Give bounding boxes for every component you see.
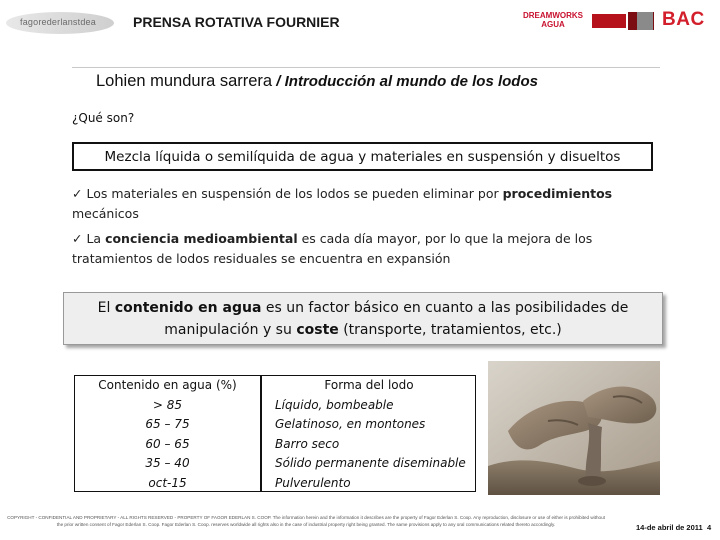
bac-logo: BAC (662, 9, 705, 30)
slide-title (96, 72, 538, 91)
table-cell-water: 35 – 40 (145, 456, 190, 470)
bullet-item (72, 229, 652, 269)
bullet-text: es cada día mayor, por lo que la mejora de los tratamientos de lodos residuales se encuentra en expansión (72, 231, 593, 266)
table-row (75, 415, 475, 435)
bullet-text: mecánicos (72, 206, 139, 221)
footer-date: 14-de abril de 2011 (636, 523, 703, 532)
page-number: 4 (707, 523, 712, 532)
highlight-bold: coste (296, 322, 339, 338)
table-cell-form: Gelatinoso, en montones (275, 417, 426, 431)
mud-hands-photo (488, 361, 660, 495)
dreamworks-label: DREAMWORKS AGUA (523, 11, 583, 29)
table-header-row (75, 376, 475, 396)
highlight-text: es un factor básico en cuanto a las posibilidades de manipulación y su (164, 300, 629, 338)
bullet-text: La (82, 231, 106, 246)
table-row (75, 396, 475, 416)
copyright-footer: COPYRIGHT - CONFIDENTIAL AND PROPRIETARY - ALL RIGHTS RESERVED - PROPERTY OF FAGOR EDERLAN S. COOP. The information herein and the information it describes are the property of Fagor Ederlan S. Coop. Any reproduction, disclosure or use of either is prohibited without the prior written consent of Fagor Ederlan S. Coop. Fagor Ederlan S. Coop. reserves worldwide all rights also in the case of industrial property right being granted. The same provisions apply to any oral communications related thereto accordingly. (7, 515, 605, 527)
table-cell-form: Barro seco (275, 436, 340, 451)
question-heading: ¿Qué son? (72, 111, 135, 125)
header-title: PRENSA ROTATIVA FOURNIER (133, 14, 340, 30)
highlight-box (63, 292, 663, 345)
bullet-text: Los materiales en suspensión de los lodos se pueden eliminar por (82, 186, 503, 201)
partner-square-icon (637, 12, 653, 30)
mud-photo-illustration (488, 361, 660, 495)
title-basque: Lohien mundura sarrera (96, 72, 273, 90)
table-row (75, 454, 475, 474)
bullet-bold: conciencia medioambiental (105, 231, 298, 246)
company-logo (6, 8, 118, 38)
title-separator: / (272, 73, 285, 90)
table-cell-water: 65 – 75 (145, 417, 190, 431)
table-cell-form: Líquido, bombeable (275, 397, 394, 412)
table-cell-form: Pulverulento (275, 475, 351, 490)
definition-text: Mezcla líquida o semilíquida de agua y materiales en suspensión y disueltos (104, 148, 621, 165)
water-content-table (74, 375, 476, 492)
table-cell-water: > 85 (152, 397, 183, 412)
bullet-item (72, 184, 652, 224)
table-header-water: Contenido en agua (%) (98, 378, 237, 392)
table-cell-form: Sólido permanente diseminable (275, 456, 466, 470)
definition-box (72, 142, 653, 171)
logo-text: fagorederlanstdea (20, 17, 96, 27)
title-divider (72, 67, 660, 68)
table-cell-water: oct-15 (148, 475, 187, 490)
table-header-form: Forma del lodo (324, 378, 414, 392)
check-icon: ✓ (72, 186, 83, 201)
partner-logo-bar-icon (592, 14, 626, 28)
title-spanish: Introducción al mundo de los lodos (284, 73, 538, 90)
highlight-text: El (97, 300, 115, 316)
highlight-text: (transporte, tratamientos, etc.) (338, 322, 562, 338)
table-row (75, 435, 475, 455)
table-row (75, 474, 475, 494)
highlight-bold: contenido en agua (114, 300, 262, 316)
check-icon: ✓ (72, 231, 83, 246)
bullet-bold: procedimientos (502, 186, 613, 201)
table-cell-water: 60 – 65 (145, 436, 190, 451)
